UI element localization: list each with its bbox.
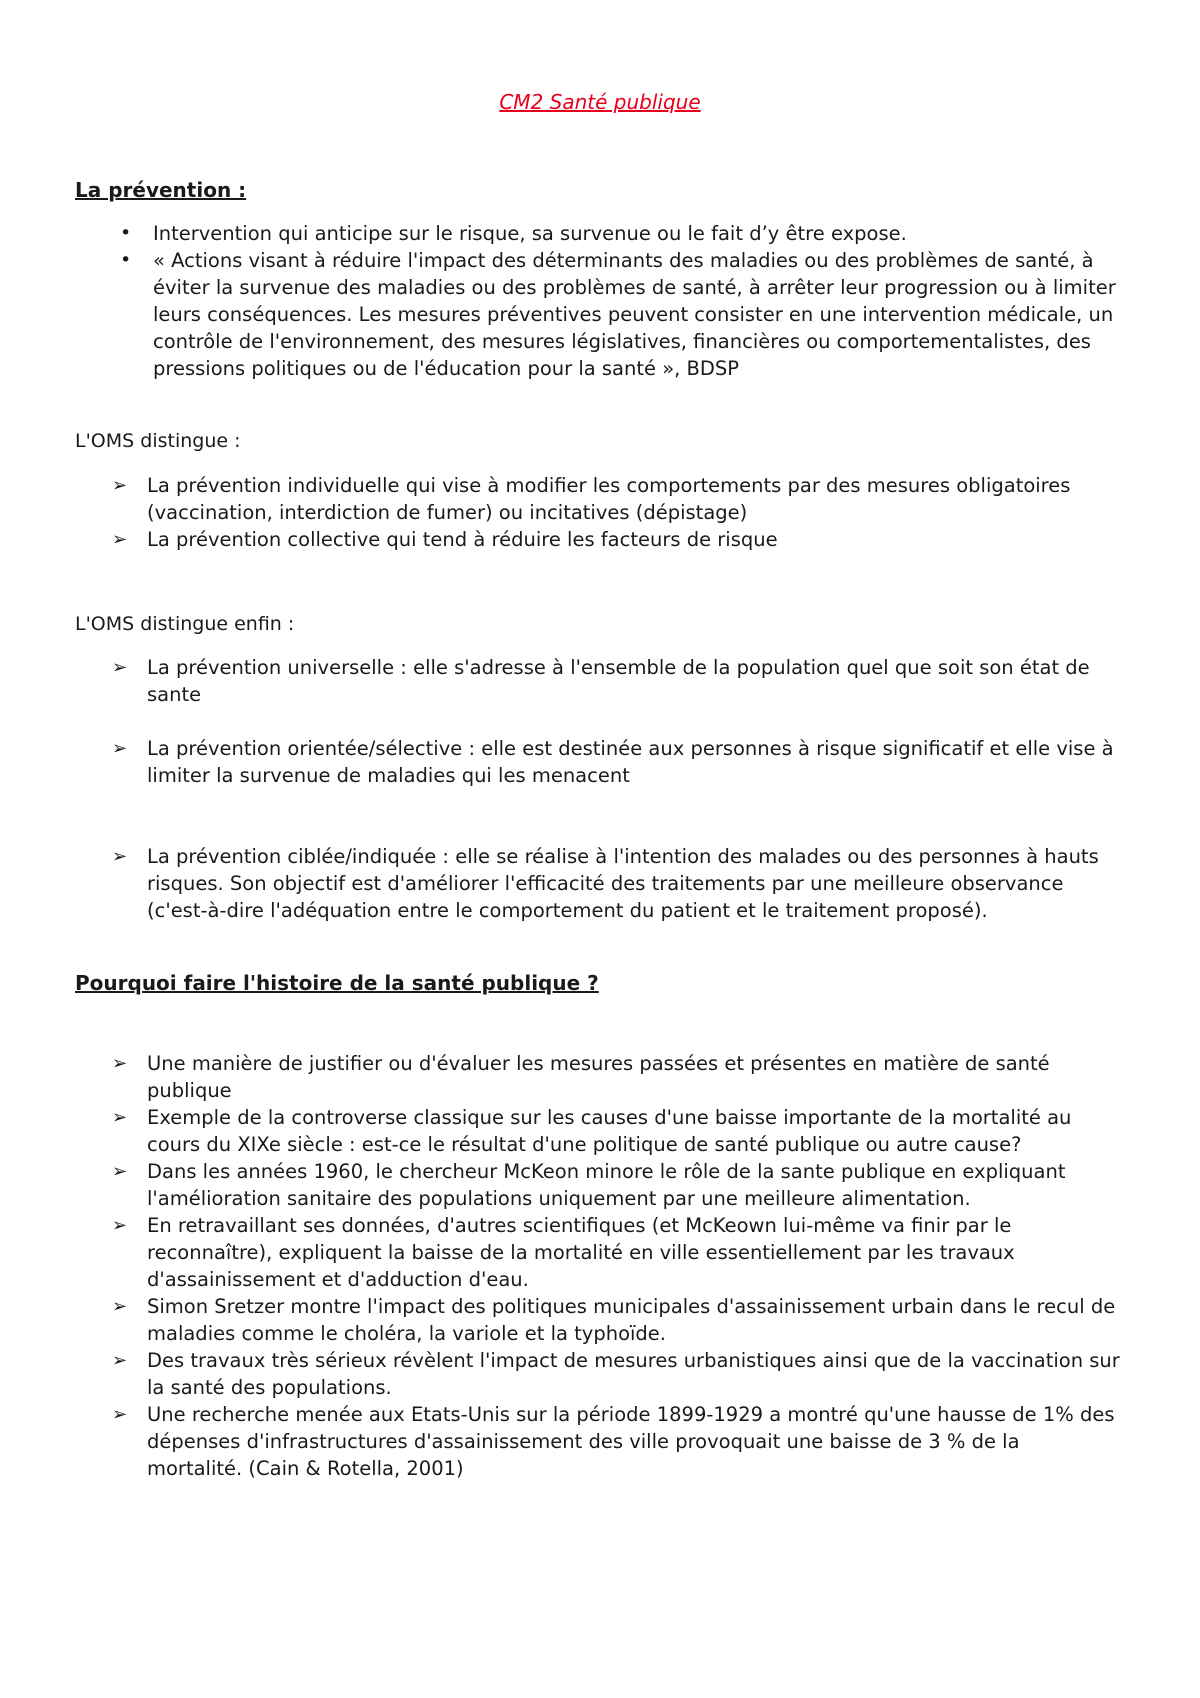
- oms-intro-2: L'OMS distingue enfin :: [75, 613, 295, 635]
- list-item: [0, 654, 1200, 708]
- list-item: [0, 526, 1200, 553]
- list-item-text: La prévention orientée/sélective : elle est destinée aux personnes à risque significatif et elle vise à limiter la survenue de maladies qui les menacent: [147, 737, 1114, 787]
- list-item-text: Intervention qui anticipe sur le risque, sa survenue ou le fait d’y être expose.: [153, 222, 907, 245]
- list-item: [0, 1293, 1200, 1347]
- list-item-text: La prévention collective qui tend à réduire les facteurs de risque: [147, 528, 778, 551]
- list-item-text: Simon Sretzer montre l'impact des politiques municipales d'assainissement urbain dans le recul de maladies comme le choléra, la variole et la typhoïde.: [147, 1295, 1116, 1345]
- list-item: [0, 735, 1200, 789]
- section-heading-history: Pourquoi faire l'histoire de la santé publique ?: [75, 971, 599, 995]
- list-item-text: Une recherche menée aux Etats-Unis sur la période 1899-1929 a montré qu'une hausse de 1% des dépenses d'infrastructures d'assainissement des ville provoquait une baisse de 3 % de la mortalité. (Cain & Rotella, 2001): [147, 1403, 1115, 1480]
- arrow-bullet-icon: ➢: [112, 657, 128, 678]
- arrow-bullet-icon: ➢: [112, 529, 128, 550]
- list-item: [0, 1104, 1200, 1158]
- list-item: [0, 1050, 1200, 1104]
- list-item-text: Dans les années 1960, le chercheur McKeon minore le rôle de la sante publique en expliquant l'amélioration sanitaire des populations uniquement par une meilleure alimentation.: [147, 1160, 1066, 1210]
- arrow-bullet-icon: ➢: [112, 1404, 128, 1425]
- history-list: [0, 1050, 1200, 1482]
- list-item: [0, 1401, 1200, 1482]
- bullet-marker: •: [120, 249, 132, 271]
- arrow-bullet-icon: ➢: [112, 1350, 128, 1371]
- list-item-text: Des travaux très sérieux révèlent l'impact de mesures urbanistiques ainsi que de la vaccination sur la santé des populations.: [147, 1349, 1120, 1399]
- list-item: [0, 843, 1200, 924]
- bullet-marker: •: [120, 222, 132, 244]
- list-item-text: Exemple de la controverse classique sur les causes d'une baisse importante de la mortalité au cours du XIXe siècle : est-ce le résultat d'une politique de santé publique ou autre cause?: [147, 1106, 1072, 1156]
- arrow-bullet-icon: ➢: [112, 1161, 128, 1182]
- arrow-bullet-icon: ➢: [112, 738, 128, 759]
- list-item-text: « Actions visant à réduire l'impact des déterminants des maladies ou des problèmes de santé, à éviter la survenue des maladies ou des problèmes de santé, à arrêter leur progression ou à limiter leurs conséquences. Les mesures préventives peuvent consister en une intervention médicale, un contrôle de l'environnement, des mesures législatives, financières ou comportementalistes, des pressions politiques ou de l'éducation pour la santé », BDSP: [153, 249, 1116, 380]
- list-item: [0, 1347, 1200, 1401]
- arrow-bullet-icon: ➢: [112, 1296, 128, 1317]
- list-item: [0, 247, 1200, 382]
- list-item: [0, 1158, 1200, 1212]
- list-item-text: En retravaillant ses données, d'autres scientifiques (et McKeown lui-même va finir par le reconnaître), expliquent la baisse de la mortalité en ville essentiellement par les travaux d'assainissement et d'adduction d'eau.: [147, 1214, 1015, 1291]
- list-item: [0, 472, 1200, 526]
- list-item: [0, 220, 1200, 247]
- list-item-text: Une manière de justifier ou d'évaluer les mesures passées et présentes en matière de santé publique: [147, 1052, 1050, 1102]
- list-item-text: La prévention universelle : elle s'adresse à l'ensemble de la population quel que soit son état de sante: [147, 656, 1090, 706]
- arrow-bullet-icon: ➢: [112, 475, 128, 496]
- arrow-bullet-icon: ➢: [112, 1107, 128, 1128]
- oms-list-1: [0, 472, 1200, 553]
- arrow-bullet-icon: ➢: [112, 1053, 128, 1074]
- prevention-bullet-list: [0, 220, 1200, 382]
- list-item-text: La prévention individuelle qui vise à modifier les comportements par des mesures obligatoires (vaccination, interdiction de fumer) ou incitatives (dépistage): [147, 474, 1071, 524]
- oms-list-2: [0, 654, 1200, 924]
- oms-intro-1: L'OMS distingue :: [75, 430, 241, 452]
- arrow-bullet-icon: ➢: [112, 846, 128, 867]
- document-title: CM2 Santé publique: [499, 90, 701, 114]
- list-item-text: La prévention ciblée/indiquée : elle se réalise à l'intention des malades ou des personnes à hauts risques. Son objectif est d'améliorer l'efficacité des traitements par une meilleure observance (c'est-à-dire l'adéquation entre le comportement du patient et le traitement proposé).: [147, 845, 1099, 922]
- list-item: [0, 1212, 1200, 1293]
- arrow-bullet-icon: ➢: [112, 1215, 128, 1236]
- section-heading-prevention: La prévention :: [75, 178, 247, 202]
